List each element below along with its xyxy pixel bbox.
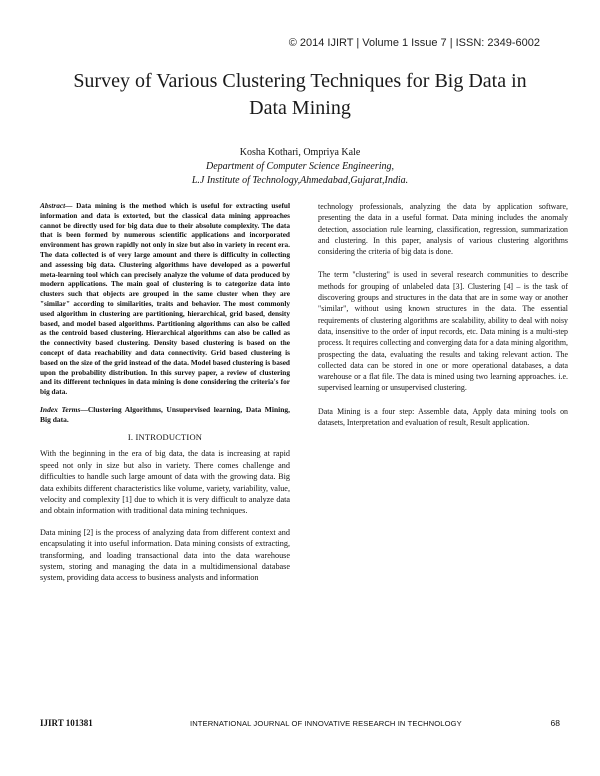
right-paragraph-2: The term "clustering" is used in several research communities to describe methods for grouping of unlabeled data [3]. Clustering [4] – is the task of discovering groups and structures in the data that are in some way or another "similar", without using known structures in the data. The essential requirements of clustering algorithms are scalability, ability to deal with noisy data, insensitive to the order of input records, etc. Data mining is a multi-step process. It requires collecting and converging data for a data mining algorithm, prospecting the data, evaluating the results and taking relevant action. The collected data can be stored in one or more operational databases, a data warehouse or a flat file. The data is mined using two learning approaches. i.e. supervised learning or unsupervised clustering.: [318, 270, 568, 393]
author-block: [40, 146, 560, 188]
left-column: [40, 201, 290, 594]
abstract-text: Data mining is the method which is useful for extracting useful information and data is extorted, but the classical data mining approaches cannot be directly used for big data due to their absolute complexity. The data that is been formed by numerous scientific applications and incorporated environment has grown rapidly not only in size but also in variety in recent era. The data collected is of very large amount and there is difficulty in collecting and assessing big data. Clustering algorithms have developed as a powerful meta-learning tool which can precisely analyze the volume of data produced by modern applications. The main goal of clustering is to categorize data into clusters such that objects are grouped in the same cluster when they are "similar" according to similarities, traits and behavior. The most commonly used algorithm in clustering are partitioning, hierarchical, grid based, density based, and model based algorithms. Partitioning algorithms can also be called as the centroid based clustering. Hierarchical algorithms can also be called as the connectivity based clustering. Density based clustering is based on the concept of data reachability and data connectivity. Grid based clustering is based on the size of the grid instead of the data. Model based clustering is based upon the probability distribution. In this survey paper, a review of clustering and its different techniques in data mining is done considering the criteria's for big data.: [40, 201, 290, 397]
page-footer: [40, 718, 560, 732]
journal-name: INTERNATIONAL JOURNAL OF INNOVATIVE RESEARCH IN TECHNOLOGY: [190, 719, 462, 728]
affiliation-line-2: L.J Institute of Technology,Ahmedabad,Gujarat,India.: [191, 175, 409, 186]
right-paragraph-3: Data Mining is a four step: Assemble data, Apply data mining tools on datasets, Interpretation and evaluation of result, Result application.: [318, 406, 568, 428]
abstract: [40, 201, 290, 397]
index-terms: [40, 405, 290, 425]
paper-title: [40, 68, 560, 122]
right-paragraph-1: technology professionals, analyzing the data by application software, presenting the data in a useful format. Data mining includes the anomaly detection, association rule learning, classification, regression, summarization and clustering. In this paper, analysis of various clustering algorithms considering the criteria of big data is done.: [318, 202, 568, 257]
paper-id: IJIRT 101381: [40, 718, 93, 728]
author-names: Kosha Kothari, Ompriya Kale: [239, 147, 361, 158]
intro-paragraph-1: With the beginning in the era of big data, the data is increasing at rapid speed not only in size but also in variety. There comes challenge and difficulties to handle such large amount of data with the growing data. Big data exhibits different characteristics like volume, variety, variability, value, velocity and complexity [1] due to which it is very difficult to analyze data and obtain information with traditional data mining techniques.: [40, 449, 290, 516]
journal-header: © 2014 IJIRT | Volume 1 Issue 7 | ISSN: 2349-6002: [288, 37, 540, 49]
right-column: [318, 201, 568, 440]
affiliation-line-1: Department of Computer Science Engineering,: [205, 161, 394, 172]
index-terms-text: —Clustering Algorithms, Unsupervised learning, Data Mining, Big data.: [40, 404, 291, 424]
introduction-body: [40, 448, 290, 583]
section-heading-introduction: I. INTRODUCTION: [127, 431, 203, 442]
intro-paragraph-2: Data mining [2] is the process of analyzing data from different context and encapsulating it into useful information. Data mining consists of extracting, transforming, and loading transactional data into the data warehouse system, storing and managing the data in a multidimensional database system, providing data access to business analysts and information: [40, 527, 290, 583]
abstract-label: Abstract—: [40, 201, 73, 210]
title-line-1: Survey of Various Clustering Techniques for Big Data in: [73, 70, 527, 92]
title-line-2: Data Mining: [249, 97, 351, 119]
page-number: 68: [550, 718, 560, 728]
index-terms-label: Index Terms: [40, 404, 81, 414]
